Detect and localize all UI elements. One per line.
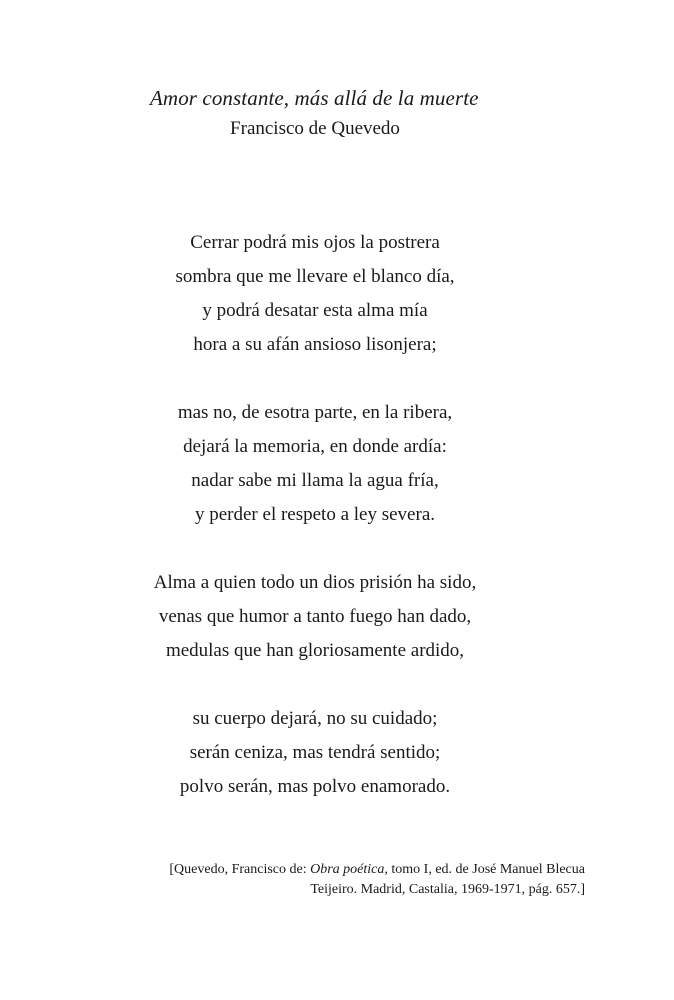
- verse-line: Cerrar podrá mis ojos la postrera: [190, 232, 440, 253]
- verse-line: nadar sabe mi llama la agua fría,: [191, 470, 439, 491]
- verse-line: sombra que me llevare el blanco día,: [175, 266, 455, 287]
- verse-line: y podrá desatar esta alma mía: [202, 300, 428, 321]
- verse-line: polvo serán, mas polvo enamorado.: [179, 776, 451, 797]
- citation-line-2: Teijeiro. Madrid, Castalia, 1969-1971, pág. 657.]: [310, 882, 585, 897]
- stanza-1: [0, 226, 630, 362]
- verse-line: su cuerpo dejará, no su cuidado;: [192, 708, 438, 729]
- verse-line: serán ceniza, mas tendrá sentido;: [189, 742, 441, 763]
- bibliographic-citation: [125, 860, 585, 900]
- stanza-3: [0, 566, 630, 668]
- stanza-2: [0, 396, 630, 532]
- verse-line: Alma a quien todo un dios prisión ha sido,: [153, 572, 477, 593]
- citation-work-title: Obra poética: [310, 862, 385, 877]
- citation-suffix: , tomo I, ed. de José Manuel Blecua: [384, 862, 585, 877]
- verse-line: y perder el respeto a ley severa.: [194, 504, 435, 525]
- verse-line: venas que humor a tanto fuego han dado,: [158, 606, 472, 627]
- verse-line: mas no, de esotra parte, en la ribera,: [177, 402, 453, 423]
- poem-author: Francisco de Quevedo: [230, 118, 400, 139]
- stanza-4: [0, 702, 630, 804]
- verse-line: dejará la memoria, en donde ardía:: [183, 436, 447, 457]
- citation-prefix: [Quevedo, Francisco de:: [169, 862, 311, 877]
- verse-line: hora a su afán ansioso lisonjera;: [193, 334, 437, 355]
- poem-body: [0, 226, 630, 838]
- poem-title: Amor constante, más allá de la muerte: [150, 86, 479, 110]
- verse-line: medulas que han gloriosamente ardido,: [165, 640, 465, 661]
- citation-line-1: [125, 860, 585, 880]
